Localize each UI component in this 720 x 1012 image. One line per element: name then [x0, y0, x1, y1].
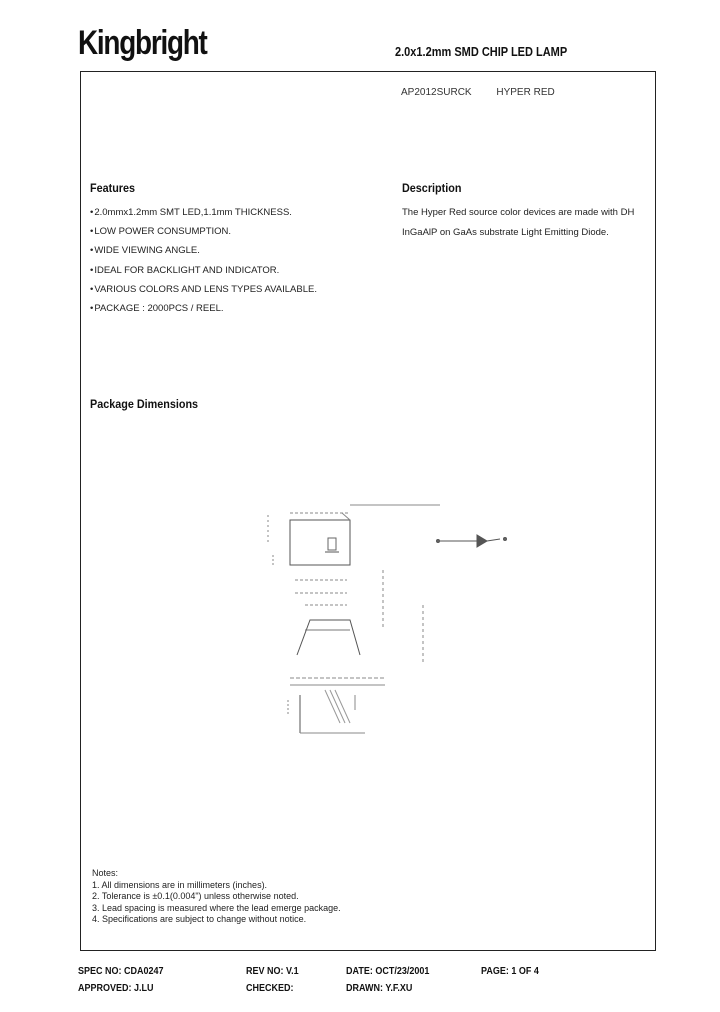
top-view-outline — [290, 520, 350, 565]
feature-item: • 2.0mmx1.2mm SMT LED,1.1mm THICKNESS. — [90, 203, 317, 222]
part-line — [401, 87, 577, 98]
package-dimensions-heading: Package Dimensions — [90, 397, 199, 411]
page-number: PAGE: 1 OF 4 — [481, 966, 539, 977]
feature-item: • PACKAGE : 2000PCS / REEL. — [90, 299, 317, 318]
spec-number: SPEC NO: CDA0247 — [78, 966, 164, 977]
part-number: AP2012SURCK — [401, 87, 472, 98]
description-line: InGaAlP on GaAs substrate Light Emitting Diode. — [402, 227, 609, 238]
part-color: HYPER RED — [496, 87, 555, 98]
approved-by: APPROVED: J.LU — [78, 983, 154, 994]
document-title: 2.0x1.2mm SMD CHIP LED LAMP — [395, 45, 568, 59]
checked-by: CHECKED: — [246, 983, 294, 994]
feature-item: • WIDE VIEWING ANGLE. — [90, 241, 317, 260]
notes-heading: Notes: — [92, 868, 119, 878]
package-dimensions-drawing — [255, 495, 525, 740]
drawn-by: DRAWN: Y.F.XU — [346, 983, 413, 994]
note-item: 1. All dimensions are in millimeters (inches). — [92, 879, 268, 890]
description-line: The Hyper Red source color devices are made with DH — [402, 207, 635, 218]
features-heading: Features — [90, 181, 136, 195]
kingbright-logo: Kingbright — [78, 24, 207, 62]
document-date: DATE: OCT/23/2001 — [346, 966, 430, 977]
feature-item: • IDEAL FOR BACKLIGHT AND INDICATOR. — [90, 261, 317, 280]
feature-item: • LOW POWER CONSUMPTION. — [90, 222, 317, 241]
feature-item: • VARIOUS COLORS AND LENS TYPES AVAILABLE. — [90, 280, 317, 299]
description-heading: Description — [402, 181, 462, 195]
note-item: 3. Lead spacing is measured where the lead emerge package. — [92, 902, 341, 913]
features-list — [90, 203, 317, 318]
notes-block — [92, 868, 341, 926]
note-item: 4. Specifications are subject to change without notice. — [92, 914, 307, 924]
description-text — [402, 203, 652, 243]
note-item: 2. Tolerance is ±0.1(0.004") unless otherwise noted. — [92, 891, 299, 901]
revision-number: REV NO: V.1 — [246, 966, 299, 977]
